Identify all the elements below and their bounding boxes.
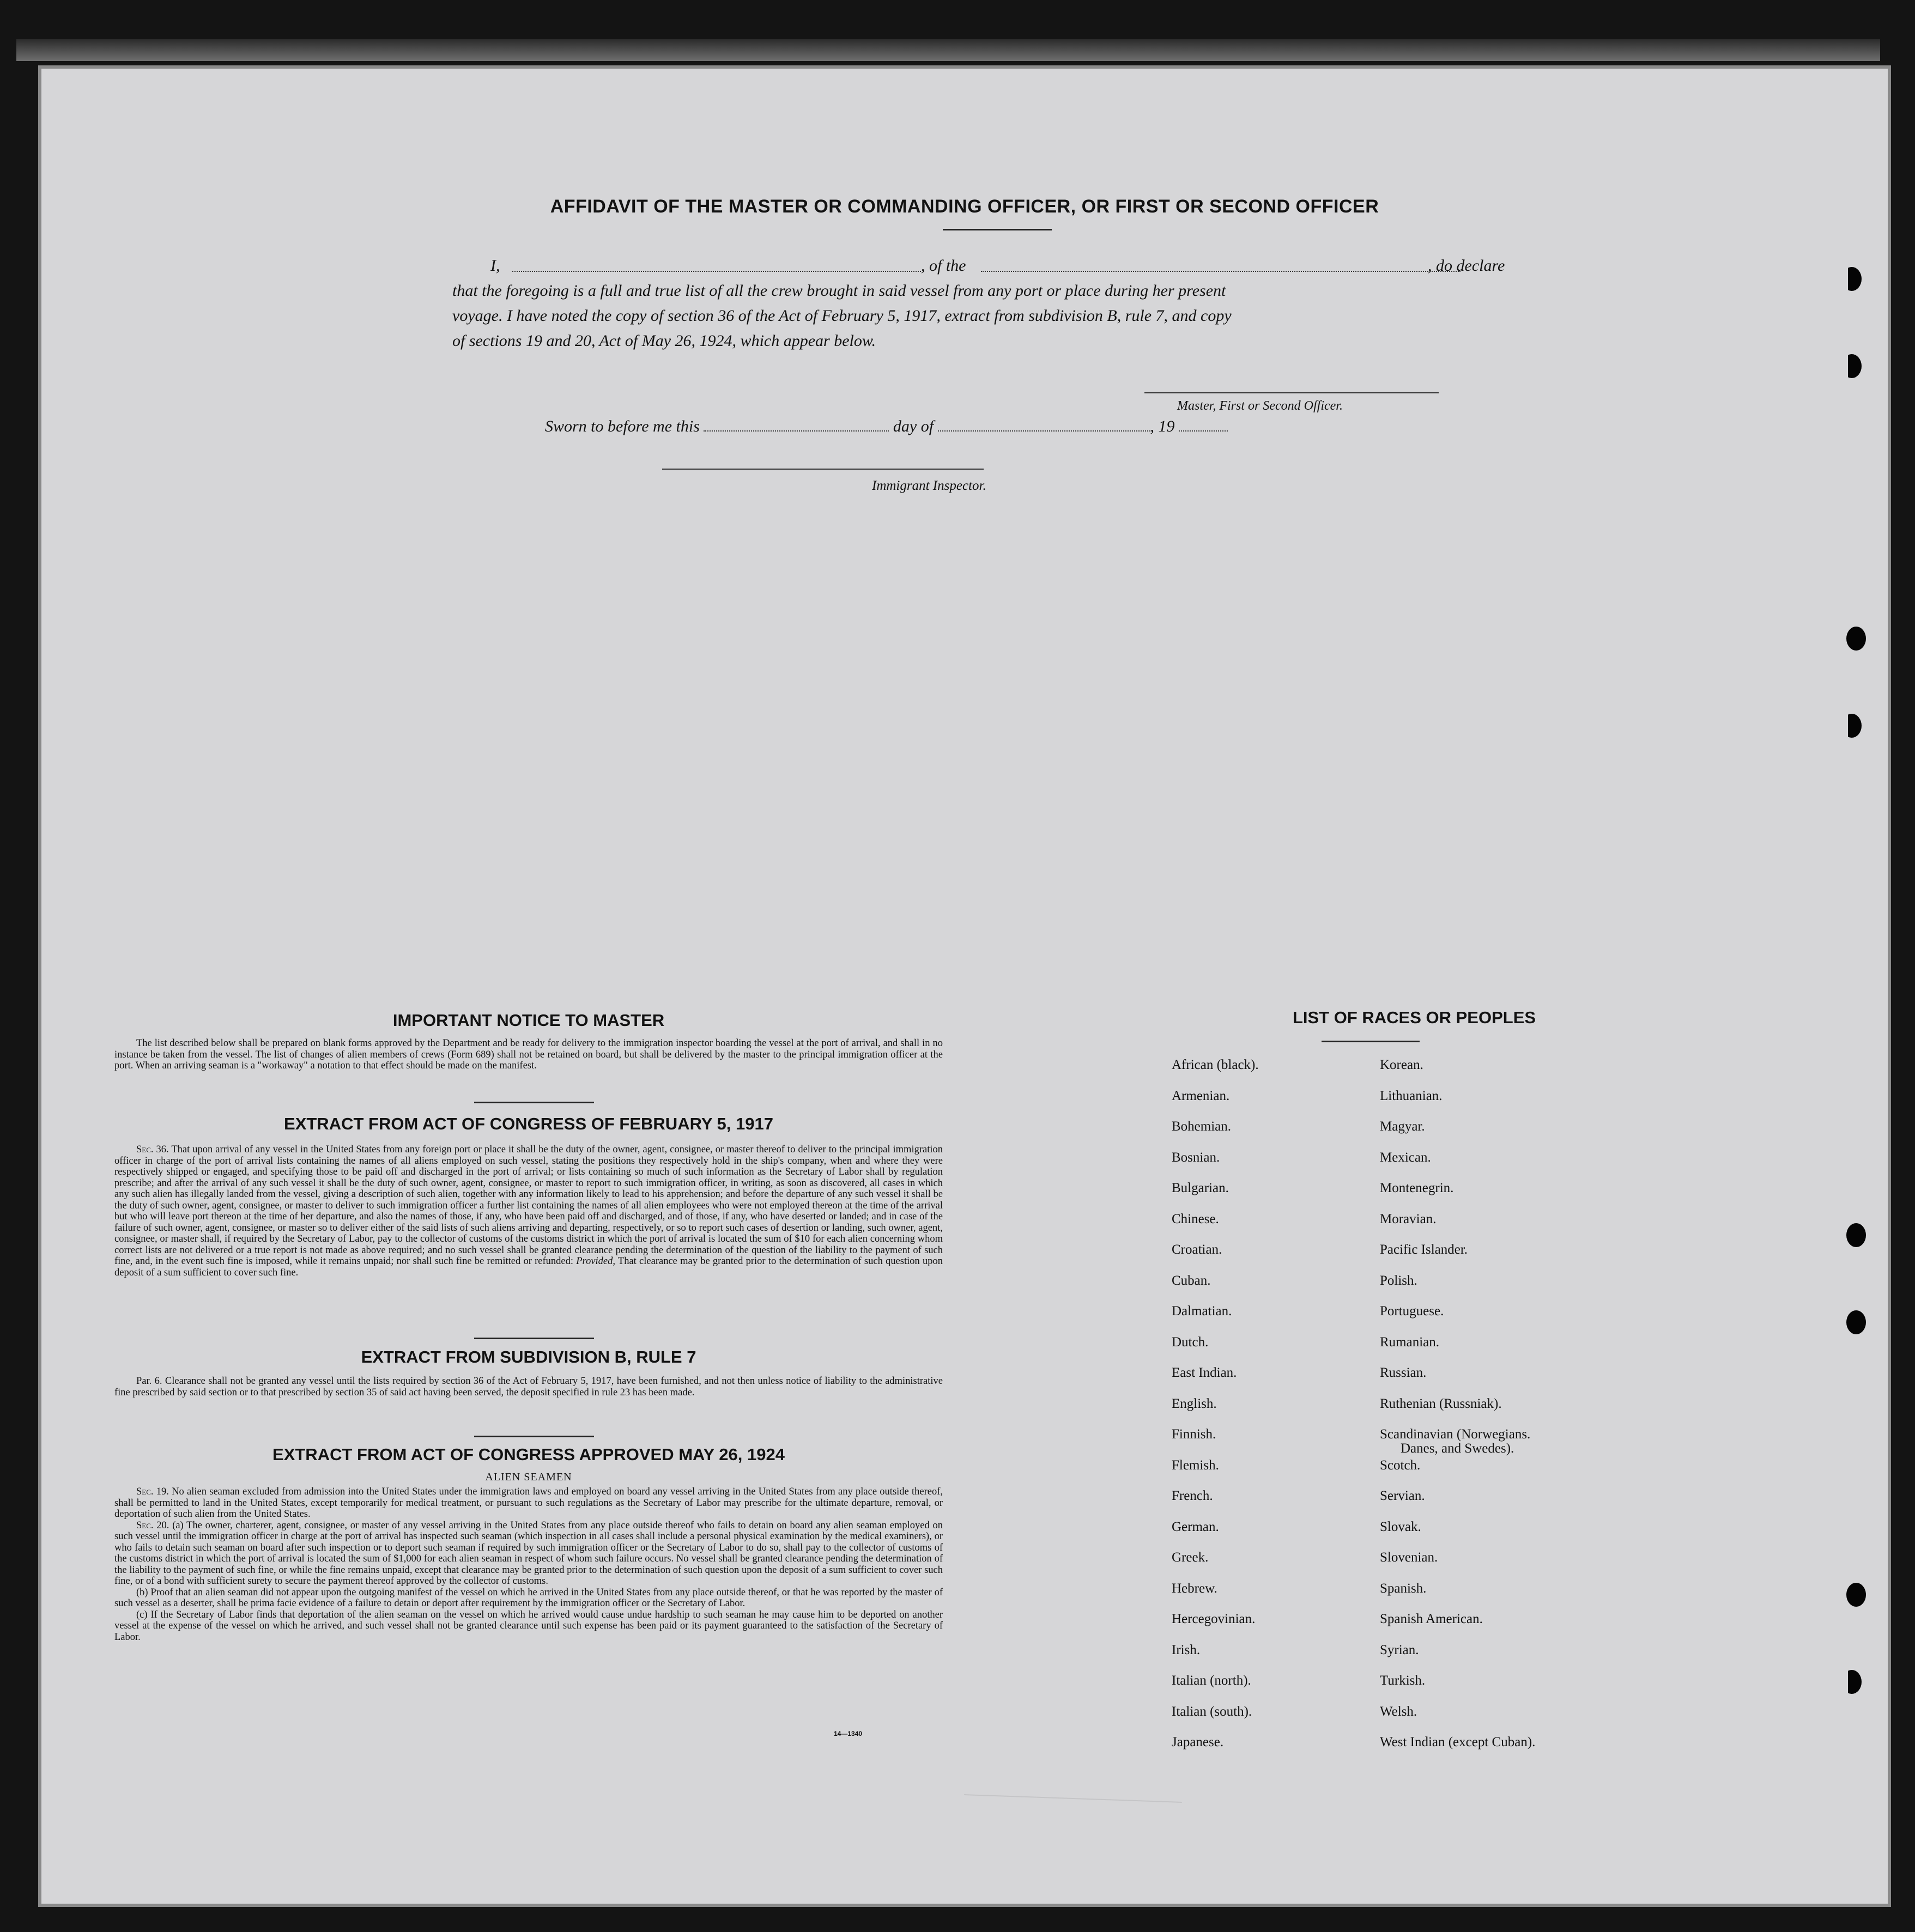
races-title: LIST OF RACES OR PEOPLES	[1292, 1008, 1536, 1027]
divider	[474, 1338, 594, 1339]
section-20b: (b) Proof that an alien seaman did not appear upon the outgoing manifest of the vessel on which he arrived in the United States from any place outside thereof, or that he was reported by the master of such vessel as a deserter, shall be prima facie evidence of a failure to detain or deport after requirement by the immigration officer or the Secretary of Labor.	[114, 1587, 943, 1609]
race-item: Scandinavian (Norwegians.	[1380, 1427, 1531, 1442]
extract-1924-title: EXTRACT FROM ACT OF CONGRESS APPROVED MAY 26, 1924	[272, 1445, 785, 1464]
race-item: German.	[1172, 1519, 1219, 1534]
declare-text: , do declare	[1428, 257, 1505, 275]
divider	[1322, 1041, 1420, 1042]
race-item: Cuban.	[1172, 1273, 1211, 1288]
declaration-line: of sections 19 and 20, Act of May 26, 1924, which appear below.	[452, 332, 876, 350]
binder-hole	[1842, 714, 1862, 738]
race-item: Slovak.	[1380, 1519, 1421, 1534]
race-item: Mexican.	[1380, 1150, 1431, 1165]
master-signature-line[interactable]	[1144, 392, 1439, 393]
race-item: Italian (south).	[1172, 1704, 1252, 1719]
page-top-edge	[16, 39, 1880, 61]
rule7-title: EXTRACT FROM SUBDIVISION B, RULE 7	[361, 1347, 696, 1366]
sworn-year-blank[interactable]	[1179, 414, 1228, 432]
race-item: Turkish.	[1380, 1673, 1426, 1688]
master-signature-label: Master, First or Second Officer.	[1177, 399, 1343, 413]
race-item: Dalmatian.	[1172, 1304, 1232, 1319]
extract-1924-text	[114, 1486, 943, 1643]
race-item: Finnish.	[1172, 1427, 1216, 1442]
inspector-signature-label: Immigrant Inspector.	[872, 478, 986, 493]
divider	[943, 229, 1052, 230]
race-item: Irish.	[1172, 1642, 1201, 1657]
inspector-signature-line[interactable]	[662, 469, 984, 470]
affidavit-declaration	[452, 253, 1520, 354]
race-item: Armenian.	[1172, 1088, 1230, 1103]
rule7-text: Par. 6. Clearance shall not be granted any vessel until the lists required by section 36 of the Act of February 5, 1917, have been furnished, and not then unless notice of liability to the administrative fine prescribed by said section or to that prescribed by section 35 of said act having been served, the deposit specified in rule 23 has been made.	[114, 1376, 943, 1398]
faint-signature	[964, 1761, 1183, 1803]
document-page	[38, 65, 1891, 1907]
race-item: Slovenian.	[1380, 1550, 1438, 1565]
race-item: Japanese.	[1172, 1735, 1224, 1749]
sworn-line	[545, 414, 1228, 436]
race-item: Korean.	[1380, 1058, 1423, 1072]
race-item: English.	[1172, 1396, 1217, 1411]
race-item: Flemish.	[1172, 1457, 1219, 1473]
section-label: Sec. 19.	[136, 1486, 169, 1497]
race-item: Dutch.	[1172, 1334, 1209, 1350]
race-item: Servian.	[1380, 1489, 1425, 1503]
binder-hole	[1846, 1583, 1866, 1607]
declaration-line: that the foregoing is a full and true list of all the crew brought in said vessel from any port or place during her present	[452, 282, 1226, 300]
sworn-day-of: day of	[893, 417, 934, 435]
divider	[474, 1436, 594, 1437]
race-item: Russian.	[1380, 1365, 1427, 1380]
race-item: Bohemian.	[1172, 1119, 1232, 1134]
section-label: Sec. 36.	[136, 1144, 169, 1155]
notice-text: The list described below shall be prepared on blank forms approved by the Department and be ready for delivery to the immigration inspector boarding the vessel at the port of arrival, and shall in no instance be taken from the vessel. The list of changes of alien members of crews (Form 689) shall not be retained on board, but shall be delivered by the master to the principal immigration officer at the port. When an arriving seaman is a "workaway" a notation to that effect should be made on the manifest.	[114, 1038, 943, 1071]
notice-title: IMPORTANT NOTICE TO MASTER	[392, 1011, 665, 1030]
declare-i: I,	[490, 257, 500, 275]
race-item: Spanish American.	[1380, 1612, 1483, 1626]
sworn-month-blank[interactable]	[938, 414, 1150, 432]
race-item: Syrian.	[1380, 1642, 1419, 1657]
section-20c: (c) If the Secretary of Labor finds that deportation of the alien seaman on the vessel on which he arrived would cause undue hardship to such seaman he may cause him to be deported on another vessel at the expense of the vessel on which he arrived, and such vessel shall not be granted clearance until such expense has been paid or its payment guaranteed to the satisfaction of the Secretary of Labor.	[114, 1609, 943, 1643]
race-item: West Indian (except Cuban).	[1380, 1735, 1536, 1749]
divider	[474, 1102, 594, 1103]
race-item: Rumanian.	[1380, 1334, 1440, 1350]
race-item: Ruthenian (Russniak).	[1380, 1396, 1502, 1411]
sworn-day-blank[interactable]	[704, 414, 889, 432]
race-item: Croatian.	[1172, 1242, 1222, 1257]
proviso-body: That clearance may be granted prior to the determination of such question upon deposit of a sum sufficient to cover such fine.	[114, 1256, 943, 1278]
section-body: (a) The owner, charterer, agent, consignee, or master of any vessel arriving in the United States from any place outside thereof who fails to detain on board any alien seaman employed on such vessel until the immigration officer in charge at the port of arrival has inspected such seaman (which inspection in all cases shall include a personal physical examination by the medical examiners), or who fails to detain such seaman on board after such inspection or to deport such seaman if required by such immigration officer or the Secretary of Labor to do so, shall pay to the collector of customs of the customs district in which the port of arrival is located the sum of $1,000 for each alien seaman in respect of whom such failure occurs. No vessel shall be granted clearance pending the determination of the liability to the payment of such fine, or while the fine remains unpaid, except that clearance may be granted prior to the determination of such question upon the deposit of a sum sufficient to cover such fine, or of a bond with sufficient surety to secure the payment thereof approved by the collector of customs.	[114, 1520, 943, 1587]
affidavit-title: AFFIDAVIT OF THE MASTER OR COMMANDING OFFICER, OR FIRST OR SECOND OFFICER	[550, 196, 1379, 217]
sworn-text: Sworn to before me this	[545, 417, 700, 435]
section-19	[114, 1486, 943, 1520]
form-number: 14—1340	[834, 1730, 863, 1737]
extract-1917-title: EXTRACT FROM ACT OF CONGRESS OF FEBRUARY 5, 1917	[284, 1114, 773, 1133]
name-blank[interactable]	[512, 254, 921, 272]
race-item: Italian (north).	[1172, 1673, 1251, 1688]
race-item: Pacific Islander.	[1380, 1242, 1468, 1257]
race-item: Lithuanian.	[1380, 1088, 1443, 1103]
race-item: Hebrew.	[1172, 1581, 1217, 1596]
race-item: Welsh.	[1380, 1704, 1417, 1719]
binder-hole	[1846, 1310, 1866, 1334]
declare-of-the: , of the	[921, 257, 966, 275]
race-item: Portuguese.	[1380, 1304, 1444, 1319]
binder-hole	[1842, 267, 1862, 291]
binder-hole	[1846, 1223, 1866, 1247]
race-item: Scotch.	[1380, 1457, 1421, 1473]
declaration-line	[490, 253, 1520, 278]
race-item: French.	[1172, 1489, 1213, 1503]
race-item: Magyar.	[1380, 1119, 1425, 1134]
proviso-word: Provided,	[576, 1256, 616, 1267]
race-item: Bosnian.	[1172, 1150, 1220, 1165]
race-item: Chinese.	[1172, 1211, 1219, 1226]
vessel-blank[interactable]	[981, 254, 1461, 272]
race-item-continuation: Danes, and Swedes).	[1401, 1441, 1514, 1456]
binder-hole	[1846, 627, 1866, 651]
section-body: No alien seaman excluded from admission into the United States under the immigration laws and employed on board any vessel arriving in the United States from any place outside thereof, shall be permitted to land in the United States, except temporarily for medical treatment, or pursuant to such regulations as the Secretary of Labor may prescribe for the ultimate departure, removal, or deportation of such alien from the United States.	[114, 1486, 943, 1520]
race-item: African (black).	[1172, 1058, 1259, 1072]
section-body: That upon arrival of any vessel in the United States from any foreign port or place it shall be the duty of the owner, agent, consignee, or master thereof to deliver to the principal immigration officer in charge of the port of arrival lists containing the names of all aliens employed on such vessel, stating the positions they respectively hold in the ship's company, when and where they were respectively shipped or engaged, and specifying those to be paid off and discharged in the port of arrival; or lists containing so much of such information as the Secretary of Labor shall by regulation prescribe; and after the arrival of any such vessel it shall be the duty of such owner, agent, consignee, or master to report to such immigration officer, in writing, as soon as discovered, all cases in which any such alien has illegally landed from the vessel, giving a description of such alien, together with any information likely to lead to his apprehension; and before the departure of any such vessel it shall be the duty of such owner, agent, consignee, or master to deliver to such immigration officer a further list containing the names of all alien employees who were not employed thereon at the time of the arrival but who will leave port thereon at the time of her departure, and also the names of those, if any, who have been paid off and discharged, and of those, if any, who have deserted or landed; and in case of the failure of such owner, agent, consignee, or master so to deliver either of the said lists of such aliens arriving and departing, respectively, or so to report such cases of desertion or landing, such owner, agent, consignee, or master shall, if required by the Secretary of Labor, pay to the collector of customs of the customs district in which the port of arrival is located the sum of $10 for each alien concerning whom correct lists are not delivered or a true report is not made as above required; and no such vessel shall be granted clearance pending the determination of the question of the liability to the payment of such fine, and, in the event such fine is imposed, while it remains unpaid; nor shall such fine be remitted or refunded:	[114, 1144, 943, 1267]
extract-1924-subtitle: ALIEN SEAMEN	[485, 1471, 572, 1483]
race-item: Moravian.	[1380, 1211, 1437, 1226]
sworn-year-prefix: , 19	[1150, 417, 1175, 435]
race-item: Polish.	[1380, 1273, 1417, 1288]
race-item: East Indian.	[1172, 1365, 1237, 1380]
race-item: Bulgarian.	[1172, 1181, 1229, 1195]
binder-hole	[1842, 1670, 1862, 1694]
binder-hole	[1842, 354, 1862, 378]
section-label: Sec. 20.	[136, 1520, 169, 1531]
declaration-line: voyage. I have noted the copy of section 36 of the Act of February 5, 1917, extract from subdivision B, rule 7, and copy	[452, 307, 1232, 325]
race-item: Montenegrin.	[1380, 1181, 1454, 1195]
section-20a	[114, 1520, 943, 1587]
race-item: Hercegovinian.	[1172, 1612, 1256, 1626]
race-item: Spanish.	[1380, 1581, 1427, 1596]
race-item: Greek.	[1172, 1550, 1209, 1565]
extract-1917-text	[114, 1144, 943, 1278]
